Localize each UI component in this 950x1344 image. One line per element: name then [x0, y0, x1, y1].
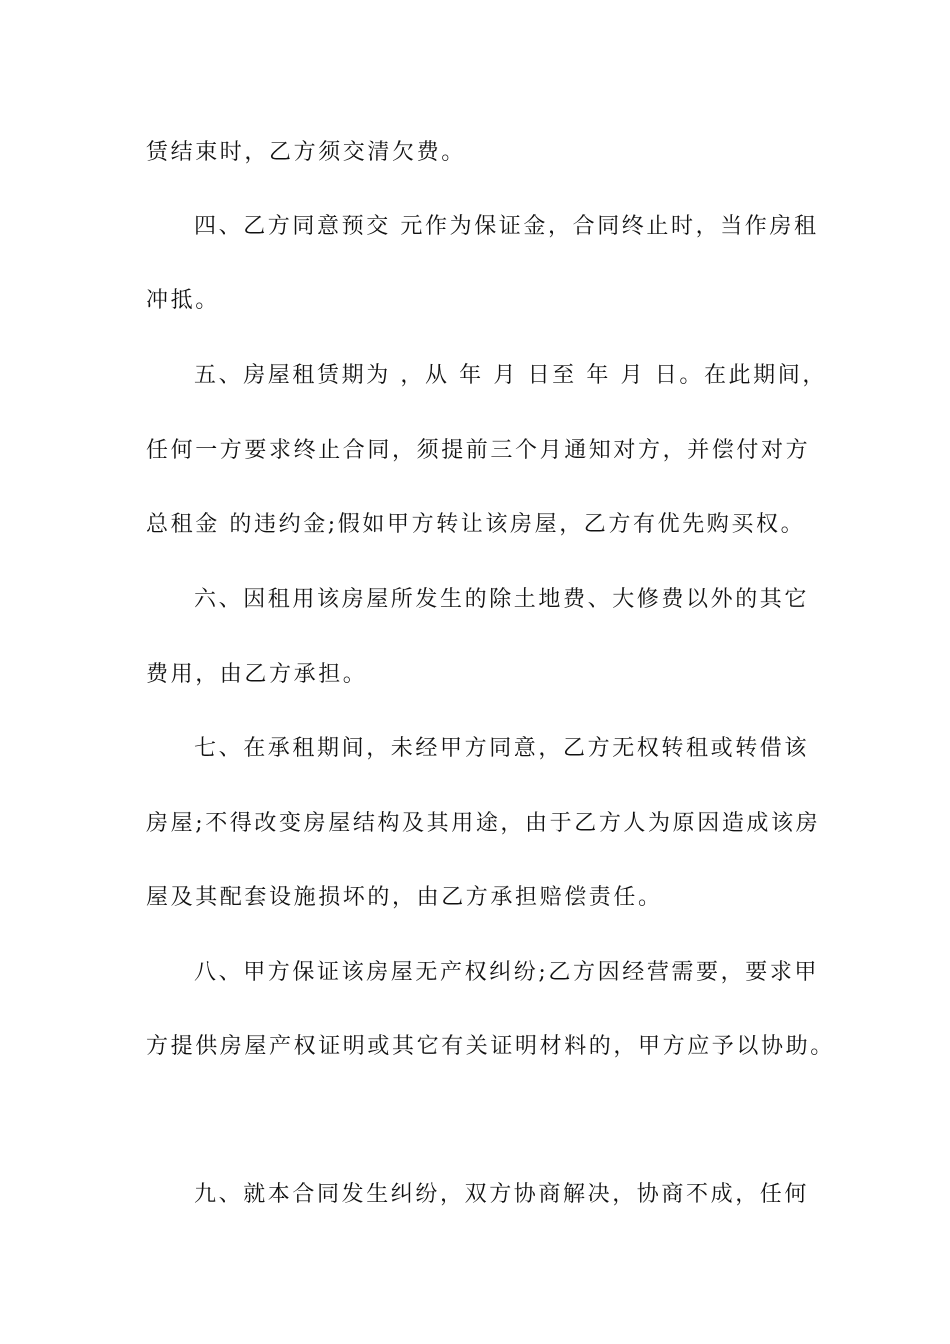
- clause-5-line: 五、房屋租赁期为 ，从 年 月 日至 年 月 日。在此期间，: [194, 363, 827, 388]
- text-line: 费用，由乙方承担。: [146, 662, 368, 687]
- text-line: 方提供房屋产权证明或其它有关证明材料的，甲方应予以协助。: [146, 1034, 835, 1059]
- clause-9-line: 九、就本合同发生纠纷，双方协商解决，协商不成，任何: [194, 1182, 810, 1207]
- text-line: 任何一方要求终止合同，须提前三个月通知对方，并偿付对方: [146, 438, 811, 463]
- text-line: 赁结束时，乙方须交清欠费。: [146, 140, 466, 165]
- text-line: 房屋;不得改变房屋结构及其用途，由于乙方人为原因造成该房: [146, 811, 821, 836]
- clause-4-line: 四、乙方同意预交 元作为保证金，合同终止时，当作房租: [194, 214, 819, 239]
- text-line: 屋及其配套设施损坏的，由乙方承担赔偿责任。: [146, 885, 663, 910]
- text-line: 总租金 的违约金;假如甲方转让该房屋，乙方有优先购买权。: [146, 512, 806, 537]
- text-line: 冲抵。: [146, 288, 220, 313]
- clause-8-line: 八、甲方保证该房屋无产权纠纷;乙方因经营需要，要求甲: [194, 960, 820, 985]
- clause-7-line: 七、在承租期间，未经甲方同意，乙方无权转租或转借该: [194, 736, 810, 761]
- clause-6-line: 六、因租用该房屋所发生的除土地费、大修费以外的其它: [194, 587, 810, 612]
